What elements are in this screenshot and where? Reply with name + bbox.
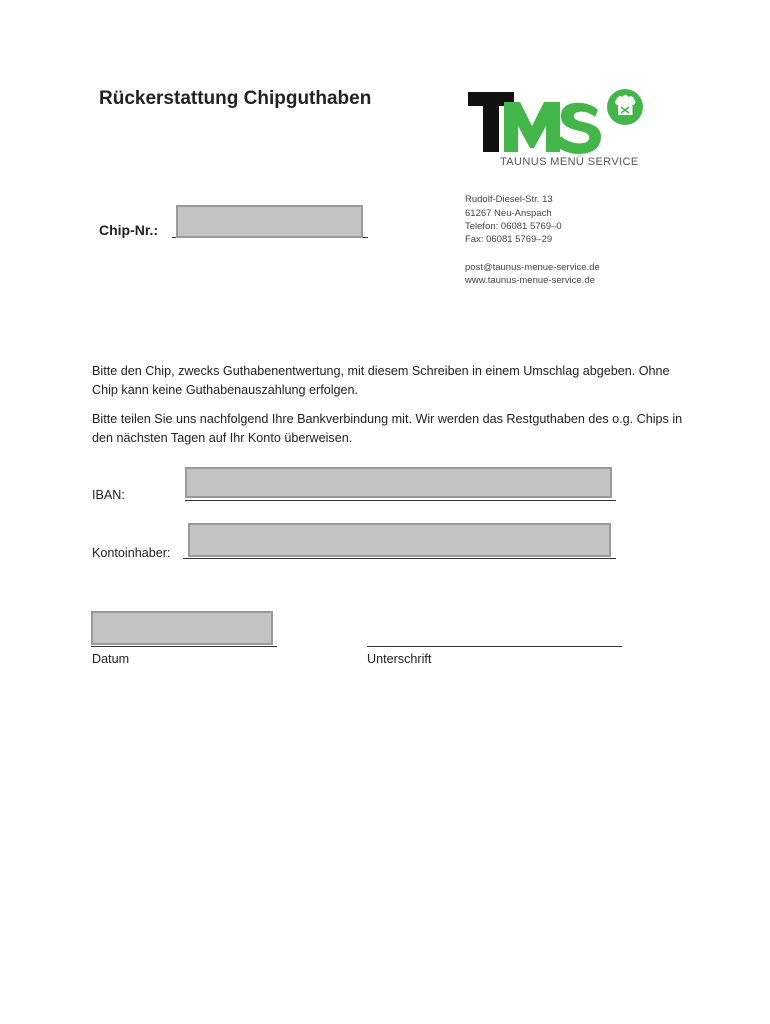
logo-subtitle: TAUNUS MENÜ SERVICE <box>500 156 639 168</box>
address-street: Rudolf-Diesel-Str. 13 <box>465 194 553 205</box>
date-underline <box>91 646 277 647</box>
chip-number-label: Chip-Nr.: <box>99 222 159 238</box>
address-email[interactable]: post@taunus-menue-service.de <box>465 262 600 273</box>
date-label: Datum <box>92 652 130 666</box>
iban-label: IBAN: <box>92 488 125 502</box>
address-city: 61267 Neu-Anspach <box>465 208 552 219</box>
signature-label: Unterschrift <box>367 652 432 666</box>
address-fax: Fax: 06081 5769–29 <box>465 234 553 245</box>
address-phone: Telefon: 06081 5769–0 <box>465 221 562 232</box>
chip-number-field[interactable] <box>176 205 363 238</box>
bank-info-paragraph: Bitte teilen Sie uns nachfolgend Ihre Bankverbindung mit. Wir werden das Restguthaben des o.g. Chips in den nächsten Tagen auf Ihr Konto überweisen. <box>92 412 683 445</box>
account-holder-label: Kontoinhaber: <box>92 546 171 560</box>
document-title: Rückerstattung Chipguthaben <box>99 88 372 109</box>
account-holder-field[interactable] <box>188 523 611 557</box>
date-field[interactable] <box>91 611 273 645</box>
chef-hat-badge-icon <box>607 89 643 125</box>
account-holder-underline <box>183 558 616 559</box>
iban-field[interactable] <box>185 467 612 498</box>
signature-line[interactable] <box>367 646 622 647</box>
instruction-paragraph: Bitte den Chip, zwecks Guthabenentwertung, mit diesem Schreiben in einem Umschlag abgeben. Ohne Chip kann keine Guthabenauszahlung erfolgen. <box>92 364 670 397</box>
iban-underline <box>185 500 616 501</box>
address-website[interactable]: www.taunus-menue-service.de <box>465 275 595 286</box>
